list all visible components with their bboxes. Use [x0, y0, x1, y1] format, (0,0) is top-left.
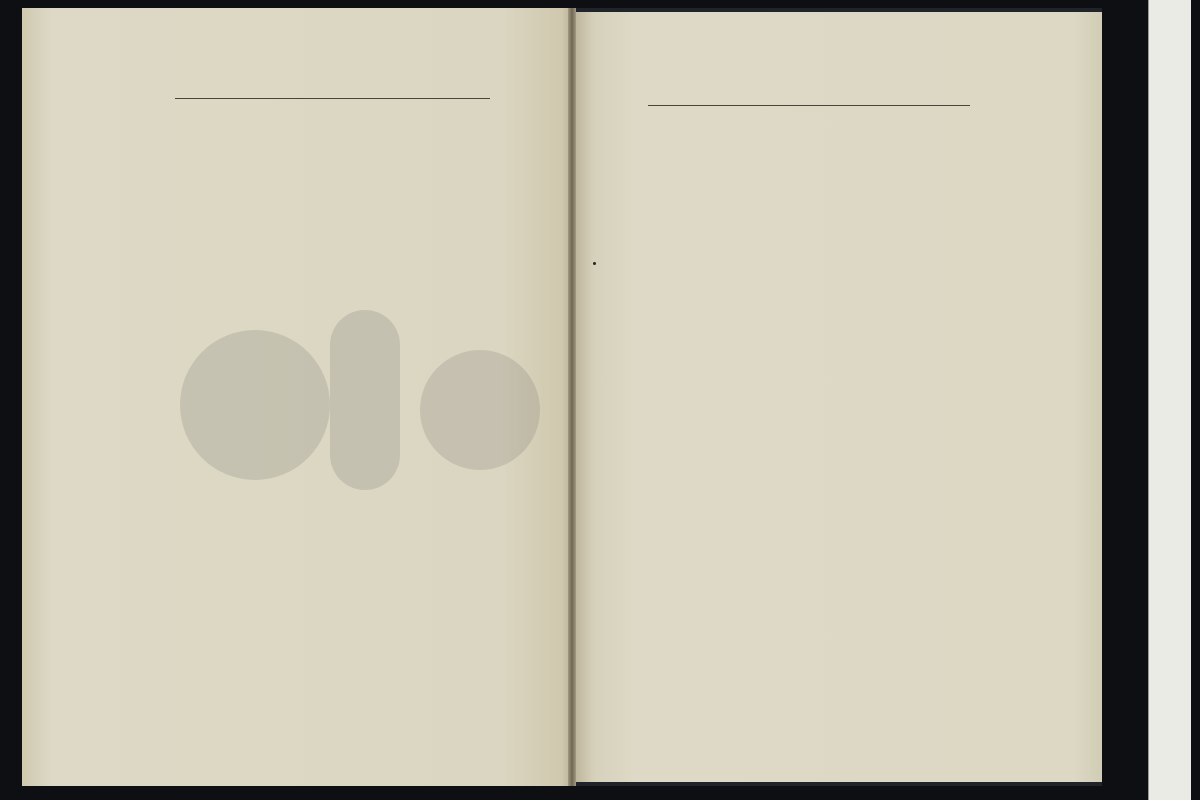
right-page [574, 12, 1102, 782]
ink-speck [593, 262, 596, 265]
right-header-rule [648, 105, 970, 106]
left-page [22, 8, 572, 786]
measurement-ruler [1148, 0, 1191, 800]
left-header-rule [175, 98, 490, 99]
book-gutter [568, 8, 576, 786]
